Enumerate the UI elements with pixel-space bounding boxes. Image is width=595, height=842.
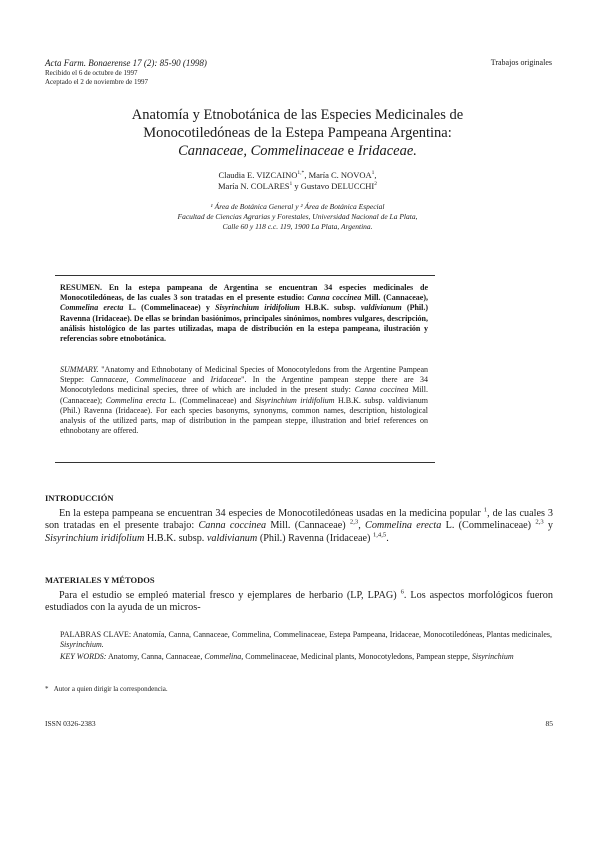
keywords-text: Anatomía, Canna, Cannaceae, Commelina, Commelinaceae, Estepa Pampeana, Iridaceae, Monocotiledóneas, Plantas medicinales, <box>131 630 552 639</box>
summary-label: SUMMARY. <box>60 365 99 374</box>
methods-text: Para el estudio se empleó material fresco y ejemplares de herbario (LP, LPAG) <box>59 590 401 601</box>
keywords-text: Anatomy, Canna, Cannaceae, <box>106 652 205 661</box>
intro-text: . <box>386 532 389 544</box>
species-name: valdivianum <box>360 303 402 313</box>
author-affil-mark: 1 <box>289 181 293 188</box>
affiliation-line-3: Calle 60 y 118 c.c. 119, 1900 La Plata, Argentina. <box>222 222 373 231</box>
intro-text: , de las cuales 3 son tratadas en el presente trabajo: <box>45 508 553 532</box>
title-family-last: Iridaceae. <box>357 143 417 159</box>
reference-mark: 2,3 <box>535 518 544 526</box>
species-name: Canna coccinea <box>354 385 409 395</box>
family-name: Iridaceae <box>210 375 242 385</box>
author-name: María N. COLARES <box>217 181 290 191</box>
methods-paragraph <box>45 590 553 615</box>
resumen-text: H.B.K. subsp. <box>299 303 361 313</box>
resumen-text: En la estepa pampeana de Argentina se encuentran 34 especies medicinales de Monocotiledóneas, de las cuales 3 son tratadas en el presente estudio: <box>60 283 428 303</box>
species-name: Canna coccinea <box>307 293 362 303</box>
article-title <box>0 106 595 160</box>
intro-text: H.B.K. subsp. <box>144 532 207 544</box>
species-name: Canna coccinea <box>198 520 267 532</box>
resumen-abstract <box>60 283 428 344</box>
title-families: Cannaceae, Commelinaceae <box>178 143 345 159</box>
summary-text: L. (Commelinaceae) and <box>165 395 255 405</box>
species-name: valdivianum <box>206 532 258 544</box>
section-heading-materiales: MATERIALES Y MÉTODOS <box>45 575 155 585</box>
summary-text: and <box>186 375 211 385</box>
issn: ISSN 0326-2383 <box>45 719 96 728</box>
summary-text: "Anatomy and Ethnobotany of Medicinal Species of Monocotyledons from the Argentine Pampean Steppe: <box>60 365 428 385</box>
title-line-3 <box>0 142 595 160</box>
keywords-label: KEY WORDS: <box>60 652 107 661</box>
summary-abstract <box>60 365 428 436</box>
author-line-1 <box>0 170 595 181</box>
intro-text: , <box>358 520 366 532</box>
species-name: Sisyrinchium iridifolium <box>45 532 145 544</box>
summary-text: ". In the Argentine pampean steppe there are 34 Monocotyledons medicinal species, three of which are included in the present study: <box>60 375 428 395</box>
species-name: Sisyrinchium iridifolium <box>215 303 300 313</box>
section-label: Trabajos originales <box>490 58 552 67</box>
author-name: Claudia E. VIZCAINO <box>218 170 298 180</box>
section-heading-introduccion: INTRODUCCIÓN <box>45 493 114 503</box>
intro-text: L. (Commelinaceae) <box>441 520 536 532</box>
author-affil-mark: 2 <box>374 181 377 188</box>
footnote <box>45 685 168 693</box>
title-conjunction: e <box>344 143 358 159</box>
species-name: Commelina <box>204 652 242 661</box>
keywords-en <box>60 652 552 662</box>
author-list <box>0 170 595 192</box>
journal-citation: Acta Farm. Bonaerense 17 (2): 85-90 (1998) <box>45 58 207 68</box>
intro-text: (Phil.) Ravenna (Iridaceae) <box>257 532 373 544</box>
family-name: Cannaceae, Commelinaceae <box>90 375 187 385</box>
received-dates <box>45 69 148 86</box>
intro-text: En la estepa pampeana se encuentran 34 especies de Monocotiledóneas usadas en la medicina popular <box>59 508 484 519</box>
affiliation <box>0 202 595 232</box>
reference-mark: 6 <box>400 588 404 596</box>
affiliation-line-1: ¹ Área de Botánica General y ² Área de Botánica Especial <box>210 202 385 211</box>
reference-mark: 1 <box>483 506 488 514</box>
abstract-bottom-rule <box>55 462 435 463</box>
received-date: Recibido el 6 de octubre de 1997 <box>45 69 138 77</box>
author-separator: , <box>374 170 377 180</box>
resumen-text: (Phil.) Ravenna (Iridaceae). De ellas se brindan basiónimos, principales sinónimos, nombres vulgares, descripción, análisis histológico de las partes utilizadas, mapa de distribución en la estepa pampeana, ilustración y referencias sobre etnobotánica. <box>60 303 429 344</box>
intro-text: y <box>543 520 554 532</box>
resumen-text: L. (Commelinaceae) y <box>123 303 216 313</box>
reference-mark: 2,3 <box>349 518 359 526</box>
title-line-2: Monocotiledóneas de la Estepa Pampeana Argentina: <box>143 125 452 141</box>
resumen-label: RESUMEN. <box>60 283 103 292</box>
intro-paragraph <box>45 508 553 545</box>
species-name: Commelina erecta <box>105 395 166 405</box>
summary-text: Mill. (Cannaceae); <box>60 385 429 405</box>
author-line-2 <box>0 181 595 192</box>
page-number: 85 <box>545 719 553 728</box>
keywords-label: PALABRAS CLAVE: <box>60 630 132 639</box>
species-name: Sisyrinchium iridifolium <box>254 395 335 405</box>
affiliation-line-2: Facultad de Ciencias Agrarias y Forestales, Universidad Nacional de La Plata, <box>177 212 418 221</box>
species-name: Commelina erecta <box>365 520 442 532</box>
author-affil-mark: 1 <box>371 170 375 177</box>
species-name: Sisyrinchium. <box>60 640 104 649</box>
keywords-es <box>60 630 552 650</box>
author-name: , María C. NOVOA <box>304 170 372 180</box>
resumen-text: Mill. (Cannaceae), <box>361 293 429 303</box>
intro-text: Mill. (Cannaceae) <box>266 520 350 532</box>
footnote-mark: * <box>45 685 49 693</box>
summary-text: H.B.K. subsp. valdivianum (Phil.) Ravenna (Iridaceae). For each species basonyms, synonyms, common names, description, histological analysis of the utilized parts, map of distribution in the pampean steppe, illustration and brief references on ethnobotany are offered. <box>60 395 429 436</box>
reference-mark: 1,4,5 <box>372 531 387 539</box>
abstract-top-rule <box>55 275 435 276</box>
footnote-text: Autor a quien dirigir la correspondencia. <box>53 685 168 693</box>
keywords-text: , Commelinaceae, Medicinal plants, Monocotyledons, Pampean steppe, <box>241 652 472 661</box>
author-affil-mark: 1,* <box>297 170 305 177</box>
species-name: Sisyrinchium <box>471 652 514 661</box>
title-line-1: Anatomía y Etnobotánica de las Especies Medicinales de <box>131 107 464 123</box>
author-name: y Gustavo DELUCCHI <box>292 181 375 191</box>
methods-text: . Los aspectos morfológicos fueron estudiados con la ayuda de un micros- <box>45 590 553 614</box>
species-name: Commelina erecta <box>60 303 124 313</box>
accepted-date: Aceptado el 2 de noviembre de 1997 <box>45 77 149 86</box>
